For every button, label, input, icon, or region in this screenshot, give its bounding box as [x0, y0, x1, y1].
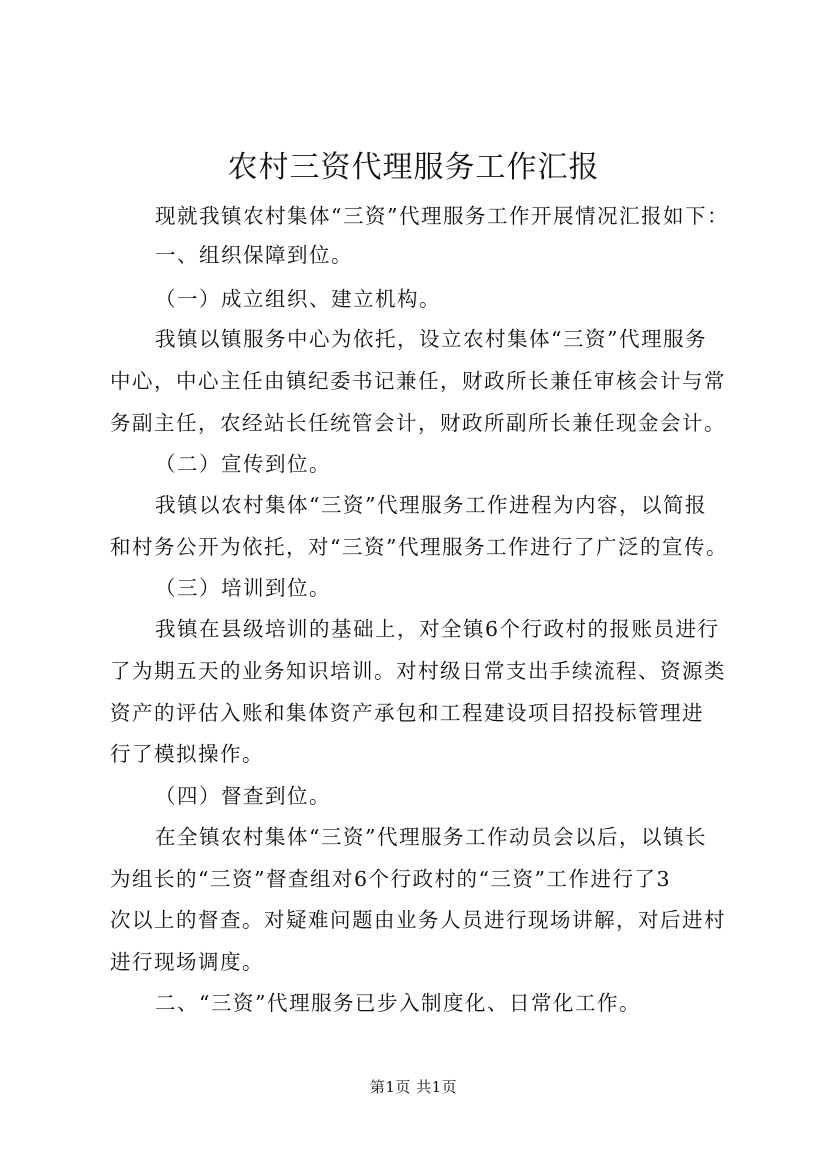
subsection-heading-1: （一）成立组织、建立机构。: [155, 287, 441, 311]
paragraph-line: 我镇以镇服务中心为依托，设立农村集体“三资”代理服务: [155, 327, 707, 351]
paragraph-line: 和村务公开为依托，对“三资”代理服务工作进行了广泛的宣传。: [110, 535, 728, 559]
paragraph-line: 为组长的“三资”督查组对6个行政村的“三资”工作进行了3: [110, 867, 672, 891]
document-title: 农村三资代理服务工作汇报: [227, 150, 600, 185]
paragraph-line: 务副主任，农经站长任统管会计，财政所副所长兼任现金会计。: [110, 411, 726, 435]
paragraph-line: 了为期五天的业务知识培训。对村级日常支出手续流程、资源类: [110, 659, 726, 683]
paragraph-line: 进行现场调度。: [110, 950, 264, 974]
paragraph-line: 资产的评估入账和集体资产承包和工程建设项目招投标管理进: [110, 701, 704, 725]
paragraph-line: 中心，中心主任由镇纪委书记兼任，财政所长兼任审核会计与常: [110, 369, 726, 393]
paragraph-intro: 现就我镇农村集体“三资”代理服务工作开展情况汇报如下：: [155, 204, 729, 228]
subsection-heading-4: （四）督查到位。: [155, 784, 331, 808]
paragraph-line: 行了模拟操作。: [110, 742, 264, 766]
paragraph-line: 在全镇农村集体“三资”代理服务工作动员会以后，以镇长: [155, 825, 707, 849]
page-footer: 第1页 共1页: [369, 1078, 458, 1096]
subsection-heading-2: （二）宣传到位。: [155, 452, 331, 476]
paragraph-line: 我镇以农村集体“三资”代理服务工作进程为内容，以简报: [155, 493, 707, 517]
subsection-heading-3: （三）培训到位。: [155, 576, 331, 600]
paragraph-line: 次以上的督查。对疑难问题由业务人员进行现场讲解，对后进村: [110, 908, 726, 932]
section-heading-2: 二、“三资”代理服务已步入制度化、日常化工作。: [155, 991, 641, 1015]
section-heading-1: 一、组织保障到位。: [155, 243, 353, 267]
paragraph-line: 我镇在县级培训的基础上，对全镇6个行政村的报账员进行: [155, 617, 720, 641]
